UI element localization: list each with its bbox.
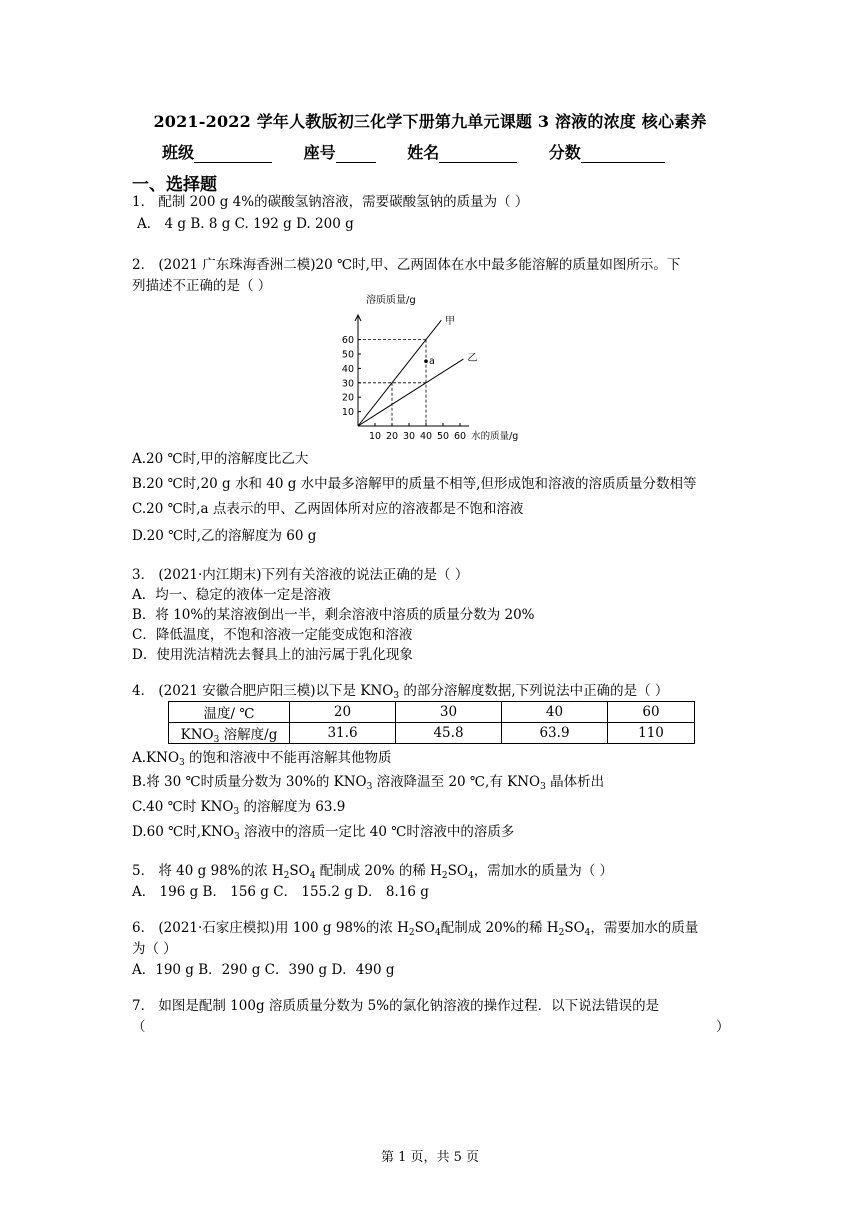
table-cell: 30	[396, 702, 502, 723]
class-field[interactable]	[162, 140, 272, 163]
name-blank[interactable]	[439, 146, 517, 163]
class-blank[interactable]	[194, 146, 272, 163]
q5-options: A． 196 g B． 156 g C． 155.2 g D． 8.16 g	[132, 884, 429, 900]
seat-blank[interactable]	[336, 146, 376, 163]
name-field[interactable]	[407, 140, 517, 163]
y-tick-label: 10	[341, 407, 354, 419]
q3-option-c: C．降低温度，不饱和溶液一定能变成饱和溶液	[132, 627, 413, 643]
score-field[interactable]	[549, 140, 665, 163]
q2-option-d: D.20 ℃时,乙的溶解度为 60 g	[132, 528, 317, 544]
y-axis-label: 溶质质量/g	[366, 295, 416, 306]
table-cell: 63.9	[502, 723, 608, 744]
table-cell: 60	[608, 702, 695, 723]
q2-option-b: B.20 ℃时,20 g 水和 40 g 水中最多溶解甲的质量不相等,但形成饱和溶液的溶质质量分数相等	[132, 476, 697, 492]
q6-stem-line2: 为（ ）	[132, 941, 177, 957]
y-tick-label: 40	[341, 363, 354, 375]
table-cell: 110	[608, 723, 695, 744]
section-title: 一、选择题	[132, 175, 217, 195]
x-tick-label: 10	[368, 431, 382, 442]
series-yi-label: 乙	[467, 353, 478, 365]
q7-stem: 7． 如图是配制 100g 溶质质量分数为 5%的氯化钠溶液的操作过程．以下说法错误的是	[132, 998, 660, 1014]
q6-options: A．190 g B．290 g C．390 g D．490 g	[132, 962, 395, 978]
table-row	[169, 723, 695, 744]
class-label: 班级	[162, 143, 195, 162]
table-cell: 31.6	[290, 723, 396, 744]
q1-stem: 1． 配制 200 g 4%的碳酸氢钠溶液，需要碳酸氢钠的质量为（ ）	[132, 194, 529, 210]
q3-option-b: B．将 10%的某溶液倒出一半，剩余溶液中溶质的质量分数为 20%	[132, 607, 535, 623]
x-tick-label: 50	[436, 431, 450, 442]
solubility-table	[168, 701, 695, 744]
seat-field[interactable]	[304, 140, 376, 163]
q2-stem-line1: 2． (2021 广东珠海香洲二模)20 ℃时,甲、乙两固体在水中最多能溶解的质量如图所示。下	[132, 257, 681, 273]
series-yi-line	[358, 359, 463, 426]
q3-option-d: D．使用洗洁精洗去餐具上的油污属于乳化现象	[132, 647, 413, 663]
solubility-chart	[330, 292, 530, 450]
q4-option-a: $A.KNO_3$ 的饱和溶液中不能再溶解其他物质	[132, 750, 392, 768]
q2-option-c: C.20 ℃时,a 点表示的甲、乙两固体所对应的溶液都是不饱和溶液	[132, 501, 524, 517]
chart-layer	[342, 293, 518, 442]
point-a	[424, 359, 428, 363]
q7-open-paren: （	[132, 1019, 146, 1035]
student-info-row	[162, 140, 691, 163]
q4-option-b: B.将 30 ℃时质量分数为 30%的 $KNO_3$ 溶液降温至 20 ℃,有 $KNO_3$ 晶体析出	[132, 774, 605, 792]
table-cell: 40	[502, 702, 608, 723]
score-blank[interactable]	[581, 146, 665, 163]
page-title: 2021-2022 学年人教版初三化学下册第九单元课题 3 溶液的浓度 核心素养	[153, 112, 707, 131]
score-label: 分数	[548, 143, 581, 162]
q3-option-a: A．均一、稳定的液体一定是溶液	[132, 587, 331, 603]
q5-stem: 5． 将 40 g 98%的浓 $H_2SO_4$ 配制成 20% 的稀 $H_2SO_4$，需加水的质量为（ ）	[132, 863, 613, 881]
y-tick-label: 60	[341, 335, 354, 347]
point-a-label: a	[429, 356, 435, 368]
name-label: 姓名	[407, 143, 440, 162]
q7-close-paren: ）	[716, 1019, 730, 1035]
table-row	[169, 702, 695, 723]
x-tick-label: 20	[385, 431, 399, 442]
seat-label: 座号	[303, 143, 336, 162]
page-footer: 第 1 页，共 5 页	[380, 1150, 480, 1165]
q4-option-d: D.60 ℃时$,KNO_3$ 溶液中的溶质一定比 40 ℃时溶液中的溶质多	[132, 824, 515, 842]
y-tick-label: 50	[341, 349, 354, 361]
table-cell: $KNO_3$ 溶解度/g	[169, 723, 290, 744]
q1-options: A． 4 g B. 8 g C. 192 g D. 200 g	[137, 216, 354, 232]
y-tick-label: 20	[341, 392, 354, 404]
series-jia-line	[358, 320, 441, 426]
x-tick-label: 30	[402, 431, 416, 442]
table-cell: 20	[290, 702, 396, 723]
table-cell: 45.8	[396, 723, 502, 744]
x-tick-label: 60	[453, 431, 467, 442]
x-tick-label: 40	[419, 431, 433, 442]
y-tick-label: 30	[341, 378, 354, 390]
q6-stem: 6． (2021·石家庄模拟)用 100 g 98%的浓 $H_2SO_4$配制成 20%的稀 $H_2SO_4$，需要加水的质量	[132, 920, 699, 938]
series-jia-label: 甲	[445, 316, 455, 328]
table-cell: 温度/ ℃	[169, 702, 290, 723]
q4-option-c: C.40 ℃时 $KNO_3$ 的溶解度为 63.9	[132, 799, 346, 817]
q2-stem-line2: 列描述不正确的是（ ）	[132, 278, 272, 294]
q4-stem: 4． (2021 安徽合肥庐阳三模)以下是 $KNO_3$ 的部分溶解度数据,下列说法中正确的是（ ）	[132, 683, 669, 701]
x-axis-label: 水的质量/g	[471, 431, 519, 442]
q3-stem: 3． (2021·内江期末)下列有关溶液的说法正确的是（ ）	[132, 567, 469, 583]
q2-option-a: A.20 ℃时,甲的溶解度比乙大	[132, 451, 309, 467]
